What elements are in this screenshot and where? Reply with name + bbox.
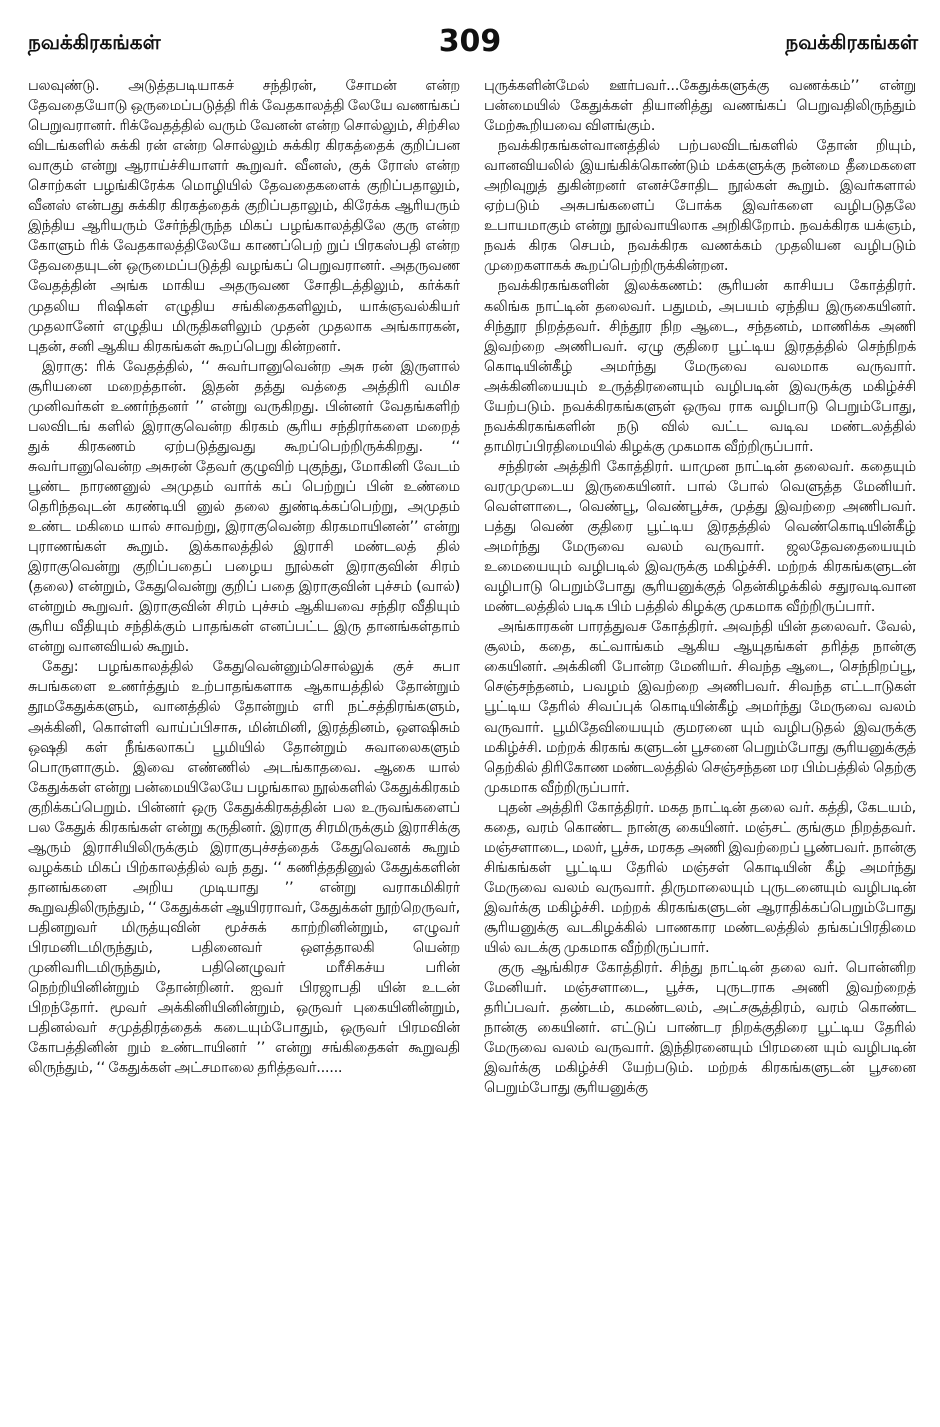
paragraph-continued: பலவுண்டு. அடுத்தபடியாகச் சந்திரன், சோமன் என்ற தேவதையோடு ஒருமைப்படுத்தி ரிக் வேதகாலத்தி லேயே வணங்கப் பெறுவரானர். ரிக்வேதத்தில் வரும் வேனன் என்ற சொல்லும், சிற்சில விடங்களில் சுக்கி ரன் என்ற சொல்லும் சுக்கிர கிரகத்தைக் குறிப்பன வாகும் என்று ஆராய்ச்சியாளர் கூறுவர். வீனஸ், குக் ரோஸ் என்ற சொற்கள் பழங்கிரேக்க மொழியில் தேவதைகளைக் குறிப்பதாலும், வீனஸ் என்பது சுக்கிர கிரகத்தைக் குறிப்பதாலும், கிரேக்க ஆரியரும் இந்திய ஆரியரும் சேர்ந்திருந்த மிகப் பழங்காலத்திலே குரு என்ற கோளும் ரிக் வேதகாலத்திலேயே காணப்பெற் றுப் பிரகஸ்பதி என்ற தேவதையுடன் ஒருமைப்படுத்தி வழங்கப் பெறுவரானர். அதருவண வேதத்தின் அங்க மாகிய அதருவண சோதிடத்திலும், கர்க்கர் முதலிய ரிஷிகள் எழுதிய சங்கிதைகளிலும், யாக்ஞவல்கியர் முதலானேர் எழுதிய மிருதிகளிலும் முதன் முதலாக அங்காரகன், புதன், சனி ஆகிய கிரகங்கள் கூறப்பெறு கின்றனர்.: [28, 77, 460, 355]
right-column: [484, 76, 916, 1416]
running-title-right: நவக்கிரகங்கள்: [785, 30, 918, 54]
paragraph-angarakan: அங்காரகன் பாரத்துவச கோத்திரர். அவந்தி யின் தலைவர். வேல், சூலம், கதை, கட்வாங்கம் ஆகிய ஆயுதங்கள் தரித்த நான்கு கையினர். அக்கினி போன்ற மேனியர். சிவந்த ஆடை, செந்நிறப்பூ, செஞ்சந்தனம், பவழம் இவற்றை அணிபவர். சிவந்த எட்டாடுகள் பூட்டிய தேரில் சிவப்புக் கொடியின்கீழ் அமர்ந்து மேருவை வலம் வருவார். பூமிதேவியையும் குமரனை யும் வழிபடுதல் இவருக்கு மகிழ்ச்சி. மற்றக் கிரகங் களுடன் பூசனை பெறும்போது சூரியனுக்குத் தெற்கில் திரிகோண மண்டலத்தில் செஞ்சந்தன மர பிம்பத்தில் தெற்கு முகமாக வீற்றிருப்பார்.: [484, 618, 916, 796]
paragraph-navagraha-worship: நவக்கிரகங்கள்வானத்தில் பற்பலவிடங்களில் தோன் றியும், வானவியலில் இயங்கிக்கொண்டும் மக்களுக்கு நன்மை தீமைகளை அறிவுறுத் துகின்றனர் எனச்சோதிட நூல்கள் கூறும். இவர்களால் ஏற்படும் அசுபங்களைப் போக்க இவர்களை வழிபடுதலே உபாயமாகும் என்று நூல்வாயிலாக அறிகிறோம். நவக்கிரக யக்ஞம், நவக் கிரக செபம், நவக்கிரக வணக்கம் முதலியன வழிபடும் முறைகளாகக் கூறப்பெற்றிருக்கின்றன.: [484, 137, 916, 275]
paragraph-puthan: புதன் அத்திரி கோத்திரர். மகத நாட்டின் தலை வர். கத்தி, கேடயம், கதை, வரம் கொண்ட நான்கு கையினர். மஞ்சட் குங்கும நிறத்தவர். மஞ்சளாடை, மலர், பூச்சு, மரகத அணி இவற்றைப் பூண்பவர். நான்கு சிங்கங்கள் பூட்டிய தேரில் மஞ்சள் கொடியின் கீழ் அமர்ந்து மேருவை வலம் வருவார். திருமாலையும் புருடனையும் வழிபடின் இவர்க்கு மகிழ்ச்சி. மற்றக் கிரகங்களுடன் ஆராதிக்கப்பெறும்போது சூரியனுக்கு வடகிழக்கில் பாணகார மண்டலத்தில் தங்கப்பிரதிமை யில் வடக்கு முகமாக வீற்றிருப்பார்.: [484, 798, 916, 957]
paragraph-guru: குரு ஆங்கிரச கோத்திரர். சிந்து நாட்டின் தலை வர். பொன்னிற மேனியர். மஞ்சளாடை, பூச்சு, புருடராக அணி இவற்றைத் தரிப்பவர். தண்டம், கமண்டலம், அட்சசூத்திரம், வரம் கொண்ட நான்கு கையினர். எட்டுப் பாண்டர நிறக்குதிரை பூட்டிய தேரில் மேருவை வலம் வருவார். இந்திரனையும் பிரமனை யும் வழிபடின் இவர்க்கு மகிழ்ச்சி யேற்படும். மற்றக் கிரகங்களுடன் பூசனை பெறும்போது சூரியனுக்கு: [484, 959, 916, 1097]
paragraph-ragu: இராகு: ரிக் வேதத்தில், ‘‘ சுவர்பானுவென்ற அசு ரன் இருளால் சூரியனை மறைத்தான். இதன் தத்து வத்தை அத்திரி வமிச முனிவர்கள் உணர்ந்தனர் ’’ என்று வருகிறது. பின்னர் வேதங்களிற் பலவிடங் களில் இராகுவென்ற கிரகம் சூரிய சந்திரர்களை மறைத் துக் கிரகணம் ஏற்படுத்துவது கூறப்பெற்றிருக்கிறது. ‘‘ சுவர்பானுவென்ற அசுரன் தேவர் குழுவிற் புகுந்து, மோகினி வேடம் பூண்ட நாரணனுல் அமுதம் வார்க் கப் பெற்றுப் பின் உண்மை தெரிந்தவுடன் கரண்டியி னுல் தலை துண்டிக்கப்பெற்று, அமுதம் உண்ட மகிமை யால் சாவற்று, இராகுவென்ற கிரகமாயினன்’’ என்று புராணங்கள் கூறும். இக்காலத்தில் இராசி மண்டலத் தில் இராகுவென்று குறிப்பதைப் பழைய நூல்கள் இராகுவின் சிரம் (தலை) என்றும், கேதுவென்று குறிப் பதை இராகுவின் புச்சம் (வால்) என்றும் கூறுவர். இராகுவின் சிரம் புச்சம் ஆகியவை சந்திர வீதியும் சூரிய வீதியும் சந்திக்கும் பாதங்கள் எனப்பட்ட இரு தானங்கள்தாம் என்று வானவியல் கூறும்.: [28, 357, 460, 656]
paragraph-kethu: கேது: பழங்காலத்தில் கேதுவென்னும்சொல்லுக் குச் சுபா சுபங்களை உணர்த்தும் உற்பாதங்களாக ஆகாயத்தில் தோன்றும் தூமகேதுக்களும், வானத்தில் தோன்றும் எரி நட்சத்திரங்களும், அக்கினி, கொள்ளி வாய்ப்பிசாசு, மின்மினி, இரத்தினம், ஔஷிசும் ஒஷதி கள் நீங்கலாகப் பூமியில் தோன்றும் சுவாலைகளும் பொருளாகும். இவை எண்ணில் அடங்காதவை. ஆகை யால் கேதுக்கள் என்று பன்மையிலேயே பழங்கால நூல்களில் கேதுக்கிரகம் குறிக்கப்பெறும். பின்னர் ஒரு கேதுக்கிரகத்தின் பல உருவங்களைப் பல கேதுக் கிரகங்கள் என்று கருதினர். இராகு சிரமிருக்கும் இராசிக்கு ஆரும் இராசியிலிருக்கும் இராகுபுச்சத்தைக் கேதுவெனக் கூறும் வழக்கம் மிகப் பிற்காலத்தில் வந் தது. ‘‘ கணித்ததினுல் கேதுக்களின் தானங்களை அறிய முடியாது ’’ என்று வராகமிகிரர் கூறுவதிலிருந்தும், ‘‘ கேதுக்கள் ஆயிரராவர், கேதுக்கள் நூற்றெருவர், பதினறுவர் மிருத்யுவின் மூச்சுக் காற்றினின்றும், எழுவர் பிரமனிடமிருந்தும், பதினைவர் ஔத்தாலகி யென்ற முனிவரிடமிருந்தும், பதினெழுவர் மரீசிகச்ய பரின் நெற்றியினின்றும் தோன்றினர். ஐவர் பிரஜாபதி யின் உடன் பிறந்தோர். மூவர் அக்கினியினின்றும், ஒருவர் புகையினின்றும், பதினல்வர் சமுத்திரத்தைக் கடையும்போதும், ஒருவர் பிரமவின் கோபத்தினின் றும் உண்டாயினர் ’’ என்று சங்கிதைகள் கூறுவதி லிருந்தும், ‘‘ கேதுக்கள் அட்சமாலை தரித்தவர்......: [28, 658, 460, 1077]
running-title-left: நவக்கிரகங்கள்: [28, 30, 161, 54]
paragraph-suriyan: நவக்கிரகங்களின் இலக்கணம்: சூரியன் காசியப கோத்திரர். கலிங்க நாட்டின் தலைவர். பதுமம், அபயம் ஏந்திய இருகையினர். சிந்தூர நிறத்தவர். சிந்தூர நிற ஆடை, சந்தனம், மாணிக்க அணி இவற்றை அணிபவர். ஏழு குதிரை பூட்டிய இரதத்தில் செந்நிறக் கொடியின்கீழ் அமர்ந்து மேருவை வலமாக வருவார். அக்கினியையும் உருத்திரனையும் வழிபடின் இவருக்கு மகிழ்ச்சி யேற்படும். நவக்கிரகங்களுள் ஒருவ ராக வழிபாடு பெறும்போது, நவக்கிரகங்களின் நடு வில் வட்ட வடிவ மண்டலத்தில் தாமிரப்பிரதிமையில் கிழக்கு முகமாக வீற்றிருப்பார்.: [484, 277, 916, 455]
left-column: [28, 76, 460, 1416]
paragraph-continued: புருக்களின்மேல் ஊர்பவர்...கேதுக்களுக்கு வணக்கம்’’ என்று பன்மையில் கேதுக்கள் தியானித்து வணங்கப் பெறுவதிலிருந்தும் மேற்கூறியவை விளங்கும்.: [484, 77, 916, 135]
page-header: [0, 0, 940, 70]
paragraph-chandiran: சந்திரன் அத்திரி கோத்திரர். யாமுன நாட்டின் தலைவர். கதையும் வரமுமுடைய இருகையினர். பால் போல் வெளுத்த மேனியர். வெள்ளாடை, வெண்பூ, வெண்பூச்சு, முத்து இவற்றை அணிபவர். பத்து வெண் குதிரை பூட்டிய இரதத்தில் வெண்கொடியின்கீழ் அமர்ந்து மேருவை வலம் வருவார். ஜலதேவதையையும் உமையையும் வழிபடில் இவருக்கு மகிழ்ச்சி. மற்றக் கிரகங்களுடன் வழிபாடு பெறும்போது சூரியனுக்குத் தென்கிழக்கில் சதுரவடிவான மண்டலத்தில் படிக பிம் பத்தில் கிழக்கு முகமாக வீற்றிருப்பார்.: [484, 457, 916, 616]
page-number: 309: [438, 24, 502, 59]
